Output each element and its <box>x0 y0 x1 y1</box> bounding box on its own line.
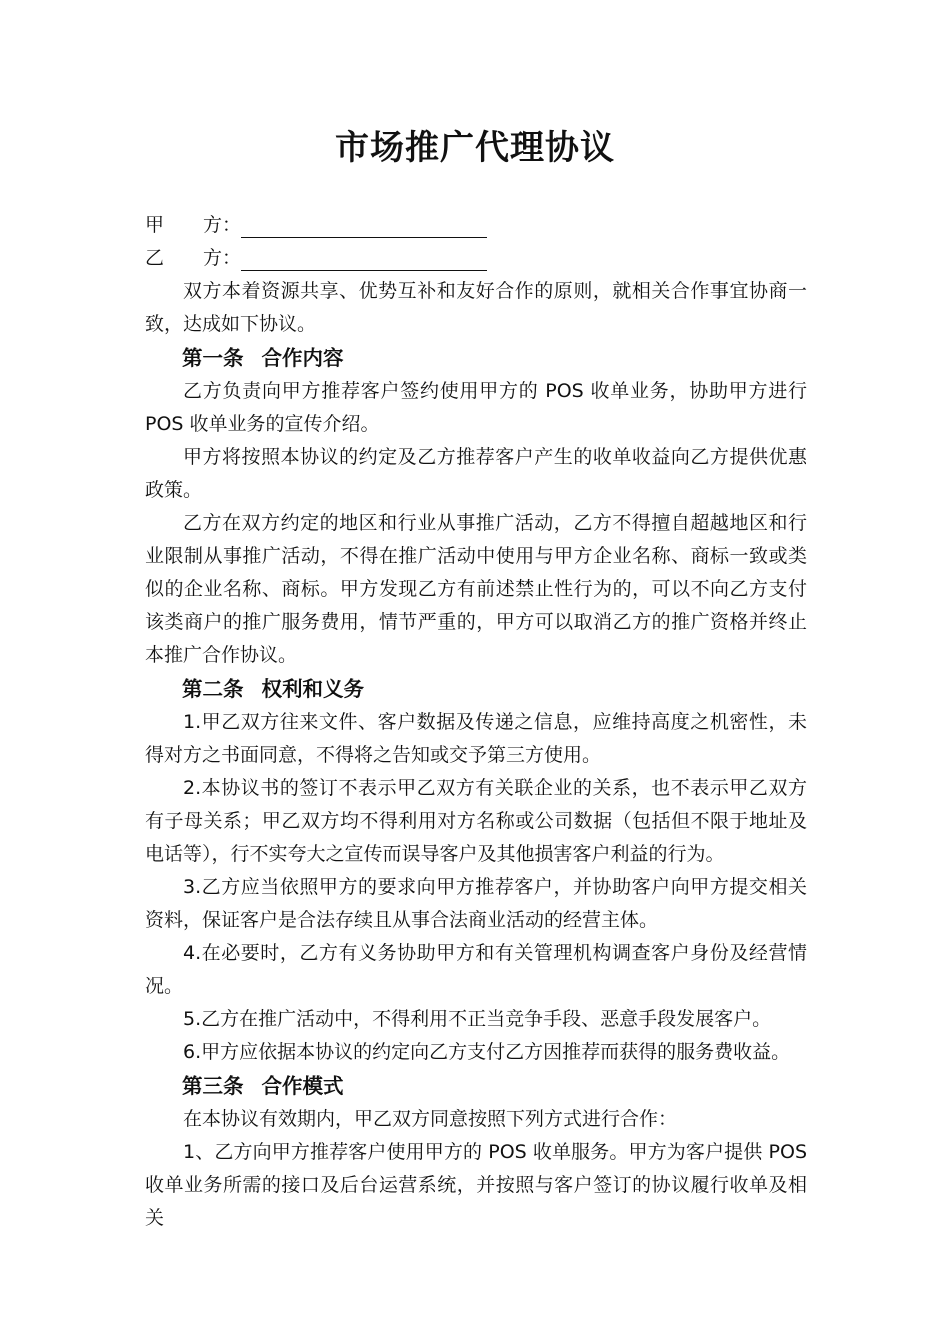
party-a-line <box>145 209 807 242</box>
party-b-label: 乙 <box>145 247 165 269</box>
section-1-heading <box>145 341 807 375</box>
party-a-label: 甲 <box>145 214 165 236</box>
section-1-title: 合作内容 <box>261 346 344 370</box>
section-1-paragraph: 甲方将按照本协议的约定及乙方推荐客户产生的收单收益向乙方提供优惠政策。 <box>145 446 807 501</box>
section-1-paragraph: 乙方在双方约定的地区和行业从事推广活动，乙方不得擅自超越地区和行业限制从事推广活动，不得在推广活动中使用与甲方企业名称、商标一致或类似的企业名称、商标。甲方发现乙方有前述禁止性行为的，可以不向乙方支付该类商户的推广服务费用，情节严重的，甲方可以取消乙方的推广资格并终止本推广合作协议。 <box>145 512 807 666</box>
section-3-number: 第三条 <box>182 1074 244 1098</box>
party-b-colon: 方： <box>203 247 242 269</box>
section-2-paragraph: 1.甲乙双方往来文件、客户数据及传递之信息，应维持高度之机密性，未得对方之书面同意，不得将之告知或交予第三方使用。 <box>145 711 807 766</box>
document-body <box>145 209 807 1235</box>
section-2-paragraph: 6.甲方应依据本协议的约定向乙方支付乙方因推荐而获得的服务费收益。 <box>183 1041 791 1063</box>
section-2-heading <box>145 672 807 706</box>
section-2-paragraph: 3.乙方应当依照甲方的要求向甲方推荐客户，并协助客户向甲方提交相关资料，保证客户是合法存续且从事合法商业活动的经营主体。 <box>145 876 807 931</box>
party-b-blank <box>241 246 487 271</box>
section-1-number: 第一条 <box>182 346 244 370</box>
section-2-paragraph: 4.在必要时，乙方有义务协助甲方和有关管理机构调查客户身份及经营情况。 <box>145 942 807 997</box>
section-2-paragraph: 5.乙方在推广活动中，不得利用不正当竞争手段、恶意手段发展客户。 <box>183 1008 772 1030</box>
section-3-title: 合作模式 <box>261 1074 344 1098</box>
section-2-number: 第二条 <box>182 677 244 701</box>
section-2-paragraph: 2.本协议书的签订不表示甲乙双方有关联企业的关系，也不表示甲乙双方有子母关系；甲乙双方均不得利用对方名称或公司数据（包括但不限于地址及电话等），行不实夸大之宣传而误导客户及其他损害客户利益的行为。 <box>145 777 807 865</box>
party-a-colon: 方： <box>203 214 242 236</box>
preamble: 双方本着资源共享、优势互补和友好合作的原则，就相关合作事宜协商一致，达成如下协议。 <box>145 280 807 335</box>
section-1-paragraph: 乙方负责向甲方推荐客户签约使用甲方的 POS 收单业务，协助甲方进行 POS 收单业务的宣传介绍。 <box>145 380 807 435</box>
document-title: 市场推广代理协议 <box>335 128 615 168</box>
section-2-title: 权利和义务 <box>261 677 364 701</box>
section-3-paragraph: 在本协议有效期内，甲乙双方同意按照下列方式进行合作： <box>183 1108 678 1130</box>
section-3-paragraph: 1、乙方向甲方推荐客户使用甲方的 POS 收单服务。甲方为客户提供 POS 收单业务所需的接口及后台运营系统，并按照与客户签订的协议履行收单及相关 <box>145 1141 807 1229</box>
section-3-heading <box>145 1069 807 1103</box>
party-b-line <box>145 242 807 275</box>
party-a-blank <box>241 213 487 238</box>
